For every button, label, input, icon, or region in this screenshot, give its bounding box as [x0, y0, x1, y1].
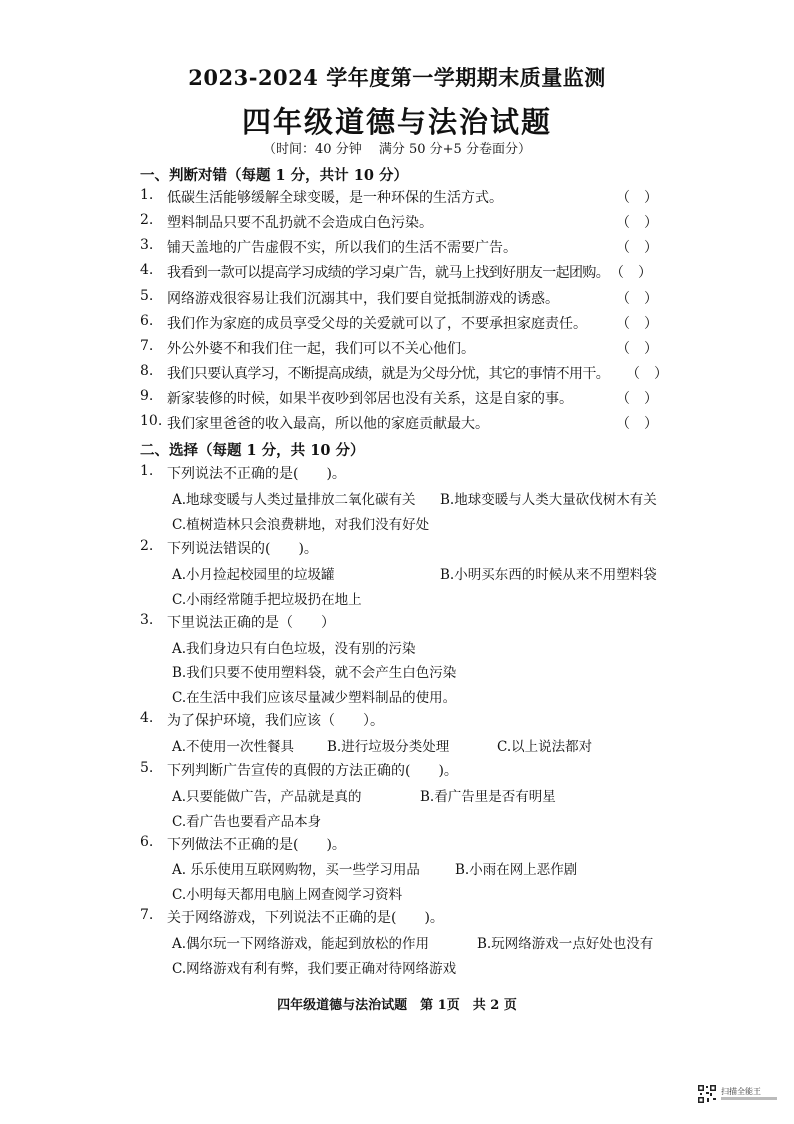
- question-number: 2.: [140, 212, 154, 228]
- option-b: B.玩网络游戏一点好处也没有: [477, 936, 654, 952]
- answer-blank[interactable]: （ ）: [616, 215, 658, 231]
- answer-blank[interactable]: （ ）: [616, 316, 658, 332]
- option-b: B.地球变暖与人类大量砍伐树木有关: [440, 492, 657, 508]
- question-text: 我们作为家庭的成员享受父母的关爱就可以了，不要承担家庭责任。: [167, 316, 587, 332]
- option-c: C.小明每天都用电脑上网查阅学习资料: [172, 887, 403, 903]
- answer-blank[interactable]: （ ）: [616, 291, 658, 307]
- answer-blank[interactable]: （ ）: [616, 341, 658, 357]
- tf-question-6: [0, 313, 794, 333]
- mc-question-4: [0, 710, 794, 730]
- answer-blank[interactable]: （ ）: [616, 190, 658, 206]
- tf-question-7: [0, 338, 794, 358]
- option-b: B.我们只要不使用塑料袋，就不会产生白色污染: [172, 665, 457, 681]
- scanner-app-label: 扫描全能王: [721, 1087, 761, 1096]
- question-text: 为了保护环境，我们应该（ ）。: [167, 713, 384, 729]
- page-footer: 四年级道德与法治试题 第 1页 共 2 页: [277, 998, 517, 1013]
- question-text: 我看到一款可以提高学习成绩的学习桌广告，就马上找到好朋友一起团购。: [167, 265, 610, 281]
- mc-question-6: [0, 834, 794, 854]
- scanner-watermark: [697, 1084, 779, 1110]
- question-text: 铺天盖地的广告虚假不实，所以我们的生活不需要广告。: [167, 240, 517, 256]
- answer-blank[interactable]: （ ）: [616, 416, 658, 432]
- mc-question-2: [0, 538, 794, 558]
- question-number: 7.: [140, 338, 154, 354]
- option-a: A.小月捡起校园里的垃圾罐: [172, 567, 335, 583]
- question-text: 塑料制品只要不乱扔就不会造成白色污染。: [167, 215, 433, 231]
- option-c: C.以上说法都对: [497, 739, 593, 755]
- question-number: 9.: [140, 388, 154, 404]
- question-text: 外公外婆不和我们住一起，我们可以不关心他们。: [167, 341, 475, 357]
- option-c: C.网络游戏有利有弊，我们要正确对待网络游戏: [172, 961, 457, 977]
- qr-code-icon: [697, 1084, 717, 1104]
- question-number: 5.: [140, 288, 154, 304]
- question-text: 关于网络游戏，下列说法不正确的是( )。: [167, 910, 444, 926]
- tf-question-2: [0, 212, 794, 232]
- question-number: 5.: [140, 760, 154, 776]
- question-text: 网络游戏很容易让我们沉溺其中，我们要自觉抵制游戏的诱惑。: [167, 291, 559, 307]
- section1-heading: 一、判断对错（每题 1 分，共计 10 分）: [140, 167, 408, 184]
- question-number: 10.: [140, 413, 163, 429]
- mc-question-1: [0, 463, 794, 483]
- question-text: 新家装修的时候，如果半夜吵到邻居也没有关系，这是自家的事。: [167, 391, 573, 407]
- tf-question-1: [0, 187, 794, 207]
- exam-subtitle: （时间：40 分钟 满分 50 分+5 分卷面分）: [263, 142, 531, 157]
- question-text: 下列说法不正确的是( )。: [167, 466, 346, 482]
- question-number: 6.: [140, 313, 154, 329]
- question-number: 3.: [140, 237, 154, 253]
- exam-period-title: 2023-2024 学年度第一学期期末质量监测: [188, 65, 606, 90]
- tf-question-10: [0, 413, 794, 433]
- question-text: 下里说法正确的是（ ）: [167, 615, 335, 631]
- question-number: 2.: [140, 538, 154, 554]
- question-number: 3.: [140, 612, 154, 628]
- mc-question-3: [0, 612, 794, 632]
- option-a: A.不使用一次性餐具: [172, 739, 295, 755]
- question-text: 下列做法不正确的是( )。: [167, 837, 346, 853]
- answer-blank[interactable]: （ ）: [616, 391, 658, 407]
- question-number: 4.: [140, 710, 154, 726]
- option-b: B.小雨在网上恶作剧: [455, 862, 578, 878]
- question-text: 我们只要认真学习，不断提高成绩，就是为父母分忧，其它的事情不用干。: [167, 366, 610, 382]
- question-text: 低碳生活能够缓解全球变暖，是一种环保的生活方式。: [167, 190, 503, 206]
- answer-blank[interactable]: （ ）: [626, 366, 668, 382]
- question-number: 7.: [140, 907, 154, 923]
- section2-heading: 二、选择（每题 1 分，共 10 分）: [140, 442, 365, 459]
- answer-blank[interactable]: （ ）: [616, 240, 658, 256]
- option-a: A.地球变暖与人类过量排放二氧化碳有关: [172, 492, 416, 508]
- option-b: B.看广告里是否有明星: [420, 789, 556, 805]
- option-b: B.小明买东西的时候从来不用塑料袋: [440, 567, 657, 583]
- mc-question-5: [0, 760, 794, 780]
- tf-question-8: [0, 363, 794, 383]
- mc-question-7: [0, 907, 794, 927]
- option-b: B.进行垃圾分类处理: [327, 739, 450, 755]
- question-number: 1.: [140, 187, 154, 203]
- question-text: 下列说法错误的( )。: [167, 541, 318, 557]
- option-a: A.只要能做广告，产品就是真的: [172, 789, 362, 805]
- option-c: C.看广告也要看产品本身: [172, 814, 322, 830]
- question-number: 4.: [140, 262, 154, 278]
- question-number: 1.: [140, 463, 154, 479]
- option-c: C.在生活中我们应该尽量减少塑料制品的使用。: [172, 690, 457, 706]
- option-a: A. 乐乐使用互联网购物，买一些学习用品: [172, 862, 420, 878]
- tf-question-3: [0, 237, 794, 257]
- tf-question-9: [0, 388, 794, 408]
- answer-blank[interactable]: （ ）: [610, 265, 652, 281]
- option-c: C.小雨经常随手把垃圾扔在地上: [172, 592, 362, 608]
- question-number: 6.: [140, 834, 154, 850]
- question-number: 8.: [140, 363, 154, 379]
- option-a: A.我们身边只有白色垃圾，没有别的污染: [172, 641, 416, 657]
- option-a: A.偶尔玩一下网络游戏，能起到放松的作用: [172, 936, 430, 952]
- scanner-app-sublabel: [721, 1097, 777, 1100]
- exam-subject-title: 四年级道德与法治试题: [241, 105, 552, 139]
- tf-question-5: [0, 288, 794, 308]
- option-c: C.植树造林只会浪费耕地，对我们没有好处: [172, 517, 430, 533]
- tf-question-4: [0, 262, 794, 282]
- question-text: 我们家里爸爸的收入最高，所以他的家庭贡献最大。: [167, 416, 489, 432]
- question-text: 下列判断广告宣传的真假的方法正确的( )。: [167, 763, 458, 779]
